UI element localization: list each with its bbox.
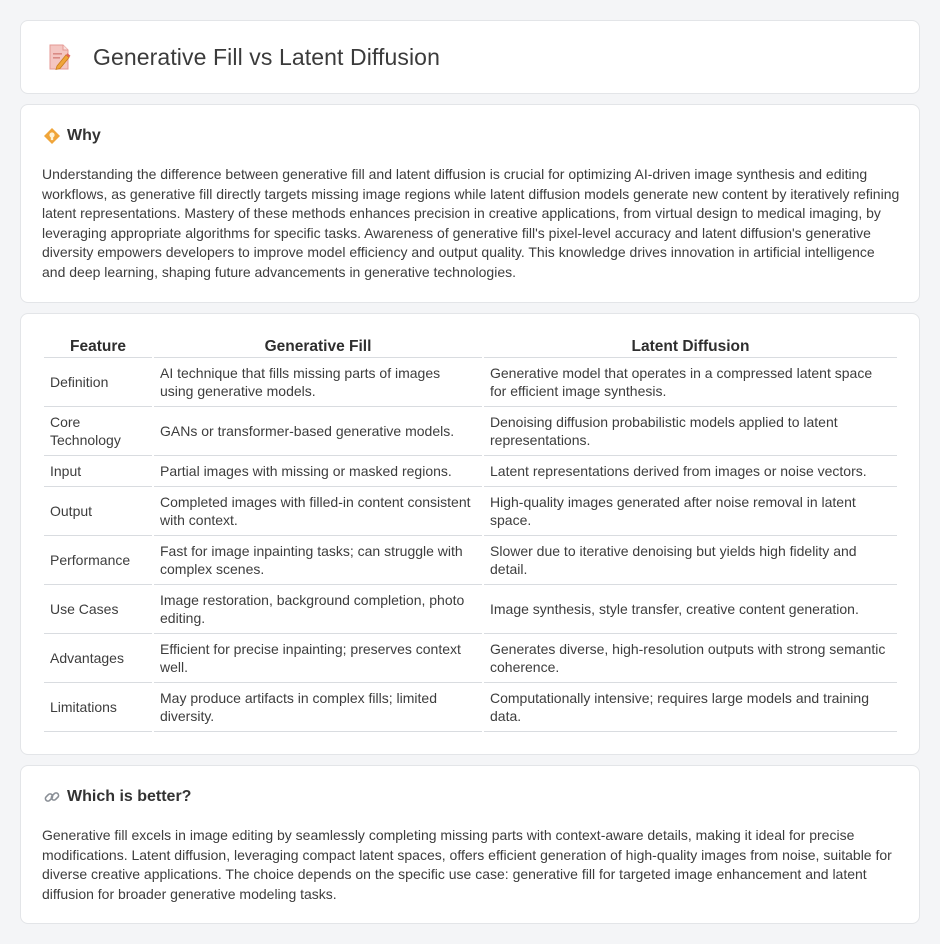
- latent-diffusion-cell: Generative model that operates in a compressed latent space for efficient image synthesis.: [484, 358, 897, 407]
- lightbulb-diamond-icon: [43, 127, 61, 145]
- feature-cell: Use Cases: [44, 585, 152, 634]
- link-icon: [43, 788, 61, 806]
- generative-fill-cell: Efficient for precise inpainting; preserves context well.: [154, 634, 482, 683]
- feature-cell: Core Technology: [44, 407, 152, 456]
- column-header: Feature: [44, 334, 152, 358]
- generative-fill-cell: May produce artifacts in complex fills; limited diversity.: [154, 683, 482, 732]
- table-row: [44, 487, 897, 536]
- feature-cell: Definition: [44, 358, 152, 407]
- latent-diffusion-cell: Computationally intensive; requires large models and training data.: [484, 683, 897, 732]
- comparison-table: [42, 334, 899, 732]
- why-heading-row: [43, 127, 101, 145]
- why-text: Understanding the difference between generative fill and latent diffusion is crucial for optimizing AI-driven image synthesis and editing workflows, as generative fill directly targets missing image regions while latent diffusion models generate new content by iteratively refining latent representations. Mastery of these methods enhances precision in creative applications, from virtual design to medical imaging, by leveraging appropriate algorithms for specific tasks. Awareness of generative fill's pixel-level accuracy and latent diffusion's generative diversity empowers developers to improve model efficiency and output quality. This knowledge drives innovation in artificial intelligence and deep learning, shaping future advancements in generative technologies.: [42, 166, 900, 280]
- table-row: [44, 407, 897, 456]
- table-row: [44, 585, 897, 634]
- table-row: [44, 456, 897, 487]
- comparison-card: [20, 313, 920, 755]
- generative-fill-cell: Completed images with filled-in content consistent with context.: [154, 487, 482, 536]
- document-edit-icon: [47, 43, 73, 71]
- table-row: [44, 634, 897, 683]
- which-is-better-card: [20, 765, 920, 924]
- latent-diffusion-cell: Image synthesis, style transfer, creative content generation.: [484, 585, 897, 634]
- feature-cell: Input: [44, 456, 152, 487]
- generative-fill-cell: Image restoration, background completion, photo editing.: [154, 585, 482, 634]
- generative-fill-cell: GANs or transformer-based generative models.: [154, 407, 482, 456]
- latent-diffusion-cell: Denoising diffusion probabilistic models applied to latent representations.: [484, 407, 897, 456]
- generative-fill-cell: Partial images with missing or masked regions.: [154, 456, 482, 487]
- feature-cell: Performance: [44, 536, 152, 585]
- latent-diffusion-cell: Generates diverse, high-resolution outputs with strong semantic coherence.: [484, 634, 897, 683]
- feature-cell: Limitations: [44, 683, 152, 732]
- why-card: [20, 104, 920, 303]
- table-header-row: [44, 334, 897, 358]
- why-heading: Why: [67, 127, 101, 144]
- page-title: Generative Fill vs Latent Diffusion: [93, 43, 440, 70]
- generative-fill-cell: Fast for image inpainting tasks; can struggle with complex scenes.: [154, 536, 482, 585]
- table-row: [44, 683, 897, 732]
- title-row: [47, 43, 440, 71]
- latent-diffusion-cell: High-quality images generated after noise removal in latent space.: [484, 487, 897, 536]
- title-card: [20, 20, 920, 94]
- latent-diffusion-cell: Latent representations derived from images or noise vectors.: [484, 456, 897, 487]
- feature-cell: Output: [44, 487, 152, 536]
- table-row: [44, 358, 897, 407]
- column-header: Latent Diffusion: [484, 334, 897, 358]
- better-text: Generative fill excels in image editing by seamlessly completing missing parts with context-aware details, making it ideal for precise modifications. Latent diffusion, leveraging compact latent spaces, offers efficient generation of high-quality images from noise, suitable for diverse creative applications. The choice depends on the specific use case: generative fill for targeted image enhancement and latent diffusion for broader generative modeling tasks.: [42, 827, 892, 902]
- feature-cell: Advantages: [44, 634, 152, 683]
- table-row: [44, 536, 897, 585]
- column-header: Generative Fill: [154, 334, 482, 358]
- latent-diffusion-cell: Slower due to iterative denoising but yields high fidelity and detail.: [484, 536, 897, 585]
- generative-fill-cell: AI technique that fills missing parts of images using generative models.: [154, 358, 482, 407]
- better-heading-row: [43, 788, 191, 806]
- better-heading: Which is better?: [67, 788, 192, 805]
